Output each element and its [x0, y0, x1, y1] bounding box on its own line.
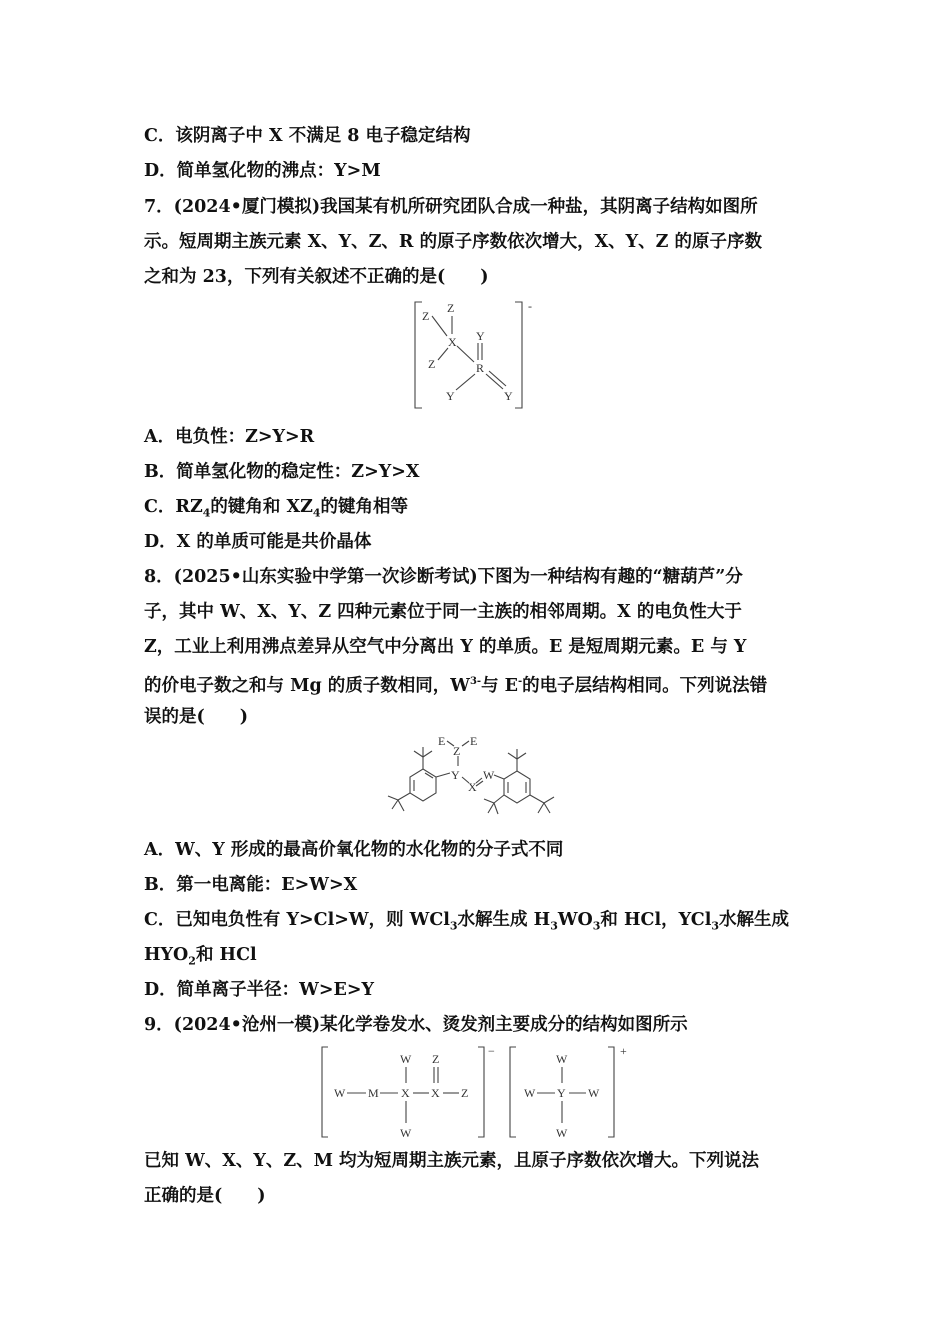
q8-atom-w: W	[483, 768, 495, 782]
q9-cation-atom-w3: W	[588, 1086, 600, 1100]
q9-stem-line1: 9．(2024•沧州一模)某化学卷发水、烫发剂主要成分的结构如图所示	[144, 1015, 688, 1035]
q7-atom-y3: Y	[504, 389, 513, 403]
q8-atom-z: Z	[453, 744, 461, 758]
q8-stem-line2: 子，其中 W、X、Y、Z 四种元素位于同一主族的相邻周期。X 的电负性大于	[144, 602, 742, 622]
q8-atom-y: Y	[451, 768, 460, 782]
q9-cation-charge: +	[620, 1044, 627, 1058]
q7-option-d: D．X 的单质可能是共价晶体	[144, 532, 372, 552]
q7-atom-y1: Y	[476, 329, 485, 343]
q8-option-b: B．第一电离能：E>W>X	[144, 875, 358, 895]
q7-stem-line1: 7．(2024•厦门模拟)我国某有机所研究团队合成一种盐，其阴离子结构如图所	[144, 197, 758, 217]
q7-atom-x: X	[448, 335, 457, 349]
q9-anion-charge: −	[488, 1044, 495, 1058]
q7-option-c: C．$RZ_4$的键角和 $XZ_4$的键角相等	[144, 497, 409, 520]
q8-option-d: D．简单离子半径：W>E>Y	[144, 980, 374, 1000]
q7-atom-z1: Z	[422, 309, 430, 323]
q7-atom-z3: Z	[428, 357, 436, 371]
q7-atom-y2: Y	[446, 389, 455, 403]
q7-stem-line2: 示。短周期主族元素 X、Y、Z、R 的原子序数依次增大，X、Y、Z 的原子序数	[144, 232, 763, 252]
q6-option-c: C．该阴离子中 X 不满足 8 电子稳定结构	[144, 126, 471, 146]
q8-stem-line5: 误的是( )	[144, 707, 249, 727]
q6-option-d: D．简单氢化物的沸点：Y>M	[144, 161, 381, 181]
q9-cation-atom-w4: W	[556, 1126, 568, 1140]
q9-anion-atom-w1: W	[334, 1086, 346, 1100]
q7-stem-line3: 之和为 23，下列有关叙述不正确的是( )	[144, 267, 489, 287]
q8-option-c-line2: $HYO_2$和 HCl	[144, 945, 257, 968]
q8-molecule-structure	[378, 733, 578, 829]
q9-cation-atom-w1: W	[556, 1052, 568, 1066]
q9-anion-atom-w3: W	[400, 1126, 412, 1140]
q8-atom-e1: E	[438, 734, 446, 748]
q9-stem-line2: 已知 W、X、Y、Z、M 均为短周期主族元素，且原子序数依次增大。下列说法	[144, 1151, 760, 1171]
q8-atom-x: X	[468, 780, 477, 794]
q8-stem-line1: 8．(2025•山东实验中学第一次诊断考试)下图为一种结构有趣的“糖葫芦”分	[144, 567, 743, 587]
q9-anion-atom-m: M	[368, 1086, 379, 1100]
q9-anion-atom-x1: X	[401, 1086, 410, 1100]
q9-anion-atom-z2: Z	[432, 1052, 440, 1066]
q7-charge: -	[528, 299, 532, 313]
q9-stem-line3: 正确的是( )	[144, 1186, 266, 1206]
q9-anion-atom-w2: W	[400, 1052, 412, 1066]
q7-atom-r: R	[476, 361, 485, 375]
q8-option-a: A．W、Y 形成的最高价氧化物的水化物的分子式不同	[144, 840, 564, 860]
q8-atom-e2: E	[470, 734, 478, 748]
q8-option-c-line1: C．已知电负性有 Y>Cl>W，则 WCl$_3$水解生成 $H_3WO_3$和 HCl，YCl$_3$水解生成	[144, 910, 790, 933]
q8-stem-line4: 的价电子数之和与 Mg 的质子数相同，$W^{3-}$与 E-的电子层结构相同。下列说法错	[144, 675, 768, 696]
q7-atom-z2: Z	[447, 301, 455, 315]
q7-option-a: A．电负性：Z>Y>R	[144, 427, 315, 447]
q7-option-b: B．简单氢化物的稳定性：Z>Y>X	[144, 462, 420, 482]
q9-anion-atom-z1: Z	[461, 1086, 469, 1100]
q9-anion-atom-x2: X	[431, 1086, 440, 1100]
q8-stem-line3: Z，工业上利用沸点差异从空气中分离出 Y 的单质。E 是短周期元素。E 与 Y	[144, 637, 747, 657]
q9-salt-structure	[318, 1043, 638, 1143]
q9-cation-atom-w2: W	[524, 1086, 536, 1100]
q9-cation-atom-y: Y	[557, 1086, 566, 1100]
q7-anion-structure	[410, 298, 550, 414]
